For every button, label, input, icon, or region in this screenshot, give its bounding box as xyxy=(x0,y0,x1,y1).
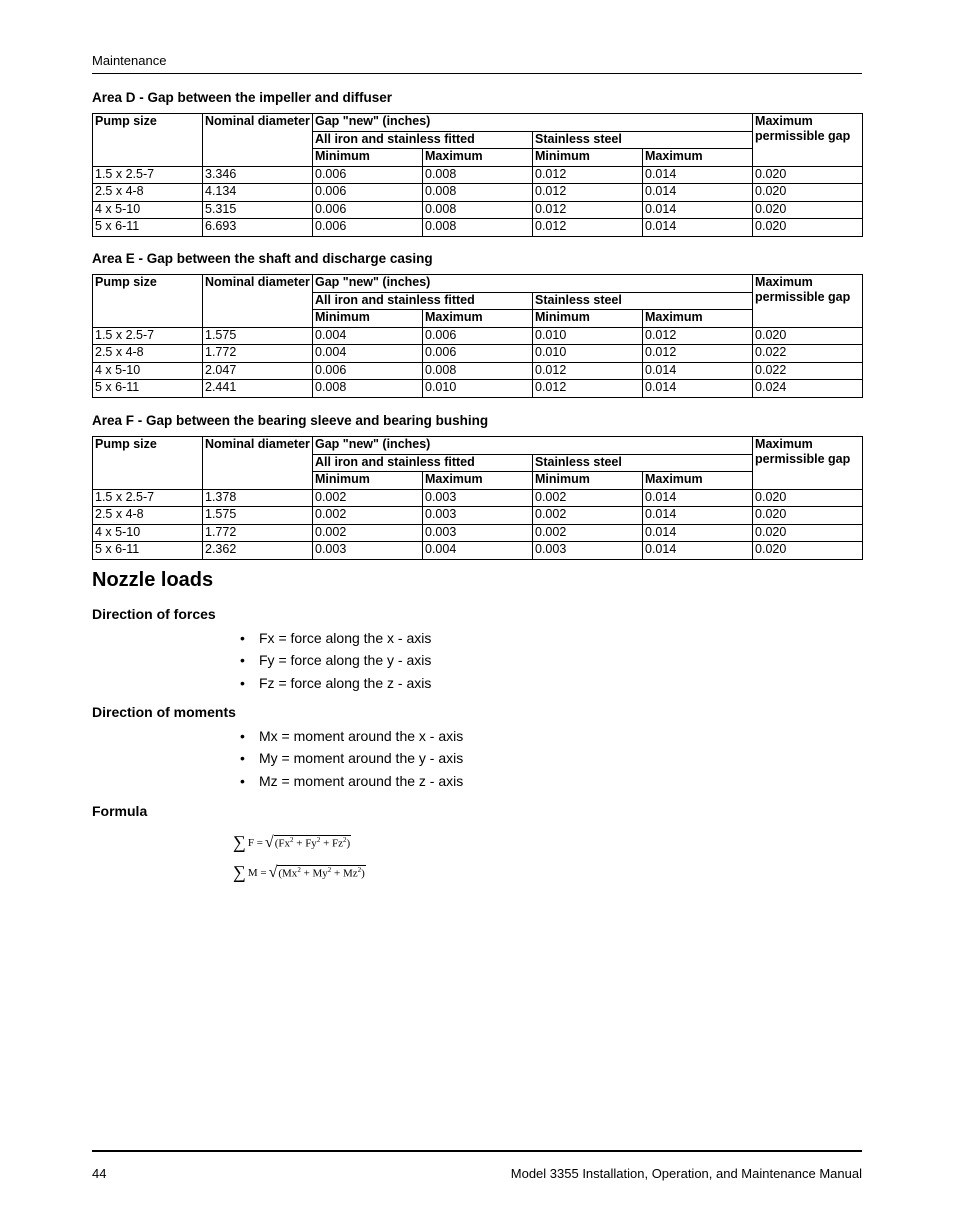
table-cell: 0.006 xyxy=(313,184,423,202)
table-cell: 4 x 5-10 xyxy=(93,201,203,219)
table-cell: 4 x 5-10 xyxy=(93,524,203,542)
table-row xyxy=(93,524,863,542)
moments-heading: Direction of moments xyxy=(92,704,236,720)
table-row xyxy=(93,542,863,560)
table-cell: 0.012 xyxy=(533,166,643,184)
table-cell: 0.014 xyxy=(643,184,753,202)
gap-table xyxy=(92,436,863,560)
table-cell: 0.008 xyxy=(313,380,423,398)
table-row xyxy=(93,184,863,202)
col-header-maximum: Maximum xyxy=(643,149,753,167)
table-cell: 0.012 xyxy=(533,362,643,380)
table-cell: 0.006 xyxy=(423,345,533,363)
table-cell: 0.012 xyxy=(533,184,643,202)
col-header-minimum: Minimum xyxy=(533,310,643,328)
col-header-stainless: Stainless steel xyxy=(533,454,753,472)
col-header-iron: All iron and stainless fitted xyxy=(313,292,533,310)
list-item: • My = moment around the y - axis xyxy=(240,750,464,767)
formula-radicand: $(Fx^2 + Fy^2 + Fz^2)$ xyxy=(274,836,351,850)
table-cell: 0.004 xyxy=(313,345,423,363)
table-cell: 0.014 xyxy=(643,201,753,219)
table-cell: 0.006 xyxy=(313,219,423,237)
col-header-maximum: Maximum xyxy=(423,472,533,490)
table-cell: 0.006 xyxy=(313,201,423,219)
manual-title: Model 3355 Installation, Operation, and Maintenance Manual xyxy=(510,1166,862,1181)
table-cell: 1.5 x 2.5-7 xyxy=(93,489,203,507)
page-header xyxy=(92,53,862,74)
table-cell: 0.006 xyxy=(423,327,533,345)
table-cell: 0.008 xyxy=(423,166,533,184)
col-header-nominal-diameter: Nominal diameter xyxy=(203,275,313,328)
table-cell: 3.346 xyxy=(203,166,313,184)
list-item: • Mx = moment around the x - axis xyxy=(240,728,464,744)
col-header-pump-size: Pump size xyxy=(93,275,203,328)
table-row xyxy=(93,380,863,398)
table-cell: 1.772 xyxy=(203,524,313,542)
table-title: Area E - Gap between the shaft and discharge casing xyxy=(92,251,433,266)
table-cell: 5 x 6-11 xyxy=(93,219,203,237)
table-cell: 0.003 xyxy=(423,507,533,525)
gap-table xyxy=(92,274,863,398)
col-header-nominal-diameter: Nominal diameter xyxy=(203,437,313,490)
table-cell: 1.378 xyxy=(203,489,313,507)
table-cell: 0.014 xyxy=(643,362,753,380)
table-cell: 0.008 xyxy=(423,184,533,202)
col-header-gap-new: Gap "new" (inches) xyxy=(313,114,753,132)
list-item: • Mz = moment around the z - axis xyxy=(240,772,464,789)
col-header-max-gap: Maximum permissible gap xyxy=(753,275,863,328)
table-cell: 0.024 xyxy=(753,380,863,398)
table-cell: 0.008 xyxy=(423,219,533,237)
table-row xyxy=(93,327,863,345)
col-header-minimum: Minimum xyxy=(533,149,643,167)
table-cell: 5.315 xyxy=(203,201,313,219)
forces-heading: Direction of forces xyxy=(92,606,216,622)
col-header-gap-new: Gap "new" (inches) xyxy=(313,275,753,293)
table-cell: 0.012 xyxy=(643,345,753,363)
table-cell: 0.003 xyxy=(423,524,533,542)
table-cell: 1.5 x 2.5-7 xyxy=(93,327,203,345)
list-item: • Fy = force along the y - axis xyxy=(240,652,432,669)
col-header-stainless: Stainless steel xyxy=(533,131,753,149)
table-cell: 0.012 xyxy=(643,327,753,345)
table-cell: 0.012 xyxy=(533,219,643,237)
col-header-maximum: Maximum xyxy=(423,149,533,167)
table-cell: 0.002 xyxy=(313,507,423,525)
formula-lhs: F = xyxy=(247,836,263,849)
formula-lhs: M = xyxy=(247,866,267,879)
area-e-section xyxy=(92,250,862,398)
table-cell: 1.575 xyxy=(203,327,313,345)
gap-table xyxy=(92,113,863,237)
table-cell: 0.008 xyxy=(423,201,533,219)
table-cell: 2.5 x 4-8 xyxy=(93,507,203,525)
table-cell: 0.004 xyxy=(423,542,533,560)
table-cell: 0.020 xyxy=(753,542,863,560)
col-header-max-gap: Maximum permissible gap xyxy=(753,114,863,167)
table-cell: 0.020 xyxy=(753,489,863,507)
formula-radicand: $(Mx^2 + My^2 + Mz^2)$ xyxy=(278,866,365,880)
table-cell: 0.020 xyxy=(753,507,863,525)
list-item: • Fx = force along the x - axis xyxy=(240,630,432,646)
formula-heading: Formula xyxy=(92,803,148,819)
table-cell: 0.020 xyxy=(753,184,863,202)
table-cell: 0.010 xyxy=(533,345,643,363)
table-cell: 0.003 xyxy=(313,542,423,560)
table-cell: 0.020 xyxy=(753,524,863,542)
table-title: Area D - Gap between the impeller and diffuser xyxy=(92,90,393,105)
table-cell: 0.008 xyxy=(423,362,533,380)
table-cell: 1.575 xyxy=(203,507,313,525)
table-cell: 0.002 xyxy=(533,489,643,507)
table-cell: 0.014 xyxy=(643,166,753,184)
table-cell: 2.5 x 4-8 xyxy=(93,345,203,363)
table-cell: 6.693 xyxy=(203,219,313,237)
sigma-symbol: ∑ xyxy=(233,862,246,882)
col-header-maximum: Maximum xyxy=(423,310,533,328)
page-number: 44 xyxy=(92,1166,107,1181)
col-header-minimum: Minimum xyxy=(313,149,423,167)
table-cell: 0.002 xyxy=(313,489,423,507)
square-root-symbol: √ xyxy=(264,833,274,851)
table-cell: 0.002 xyxy=(533,507,643,525)
table-cell: 0.012 xyxy=(533,201,643,219)
table-cell: 0.022 xyxy=(753,362,863,380)
col-header-nominal-diameter: Nominal diameter xyxy=(203,114,313,167)
table-cell: 4 x 5-10 xyxy=(93,362,203,380)
col-header-pump-size: Pump size xyxy=(93,437,203,490)
col-header-minimum: Minimum xyxy=(313,310,423,328)
header-row xyxy=(93,114,863,132)
col-header-iron: All iron and stainless fitted xyxy=(313,454,533,472)
header-row xyxy=(93,275,863,293)
table-row xyxy=(93,166,863,184)
forces-list xyxy=(240,627,431,694)
table-cell: 0.006 xyxy=(313,362,423,380)
col-header-minimum: Minimum xyxy=(313,472,423,490)
sigma-symbol: ∑ xyxy=(233,832,246,852)
table-cell: 5 x 6-11 xyxy=(93,542,203,560)
moments-list xyxy=(240,725,463,792)
col-header-stainless: Stainless steel xyxy=(533,292,753,310)
table-cell: 0.003 xyxy=(533,542,643,560)
square-root-symbol: √ xyxy=(268,863,278,881)
table-row xyxy=(93,201,863,219)
table-cell: 0.010 xyxy=(533,327,643,345)
table-row xyxy=(93,489,863,507)
col-header-minimum: Minimum xyxy=(533,472,643,490)
force-sum-formula xyxy=(233,832,351,853)
area-d-section xyxy=(92,89,862,237)
area-f-section xyxy=(92,412,862,560)
table-cell: 0.020 xyxy=(753,327,863,345)
table-cell: 0.014 xyxy=(643,489,753,507)
table-cell: 2.047 xyxy=(203,362,313,380)
table-cell: 0.004 xyxy=(313,327,423,345)
table-cell: 2.5 x 4-8 xyxy=(93,184,203,202)
col-header-maximum: Maximum xyxy=(643,472,753,490)
table-cell: 1.772 xyxy=(203,345,313,363)
table-row xyxy=(93,507,863,525)
table-title: Area F - Gap between the bearing sleeve and bearing bushing xyxy=(92,413,489,428)
table-cell: 0.012 xyxy=(533,380,643,398)
table-cell: 0.014 xyxy=(643,507,753,525)
nozzle-loads-heading: Nozzle loads xyxy=(92,569,214,591)
table-cell: 0.020 xyxy=(753,166,863,184)
table-row xyxy=(93,219,863,237)
page-footer xyxy=(92,1150,862,1181)
col-header-max-gap: Maximum permissible gap xyxy=(753,437,863,490)
header-row xyxy=(93,437,863,455)
table-cell: 0.014 xyxy=(643,524,753,542)
table-cell: 0.006 xyxy=(313,166,423,184)
col-header-pump-size: Pump size xyxy=(93,114,203,167)
table-cell: 0.003 xyxy=(423,489,533,507)
col-header-maximum: Maximum xyxy=(643,310,753,328)
table-cell: 1.5 x 2.5-7 xyxy=(93,166,203,184)
table-cell: 0.022 xyxy=(753,345,863,363)
table-cell: 0.020 xyxy=(753,201,863,219)
table-cell: 0.014 xyxy=(643,380,753,398)
table-cell: 0.002 xyxy=(533,524,643,542)
table-cell: 4.134 xyxy=(203,184,313,202)
list-item: • Fz = force along the z - axis xyxy=(240,674,432,691)
col-header-iron: All iron and stainless fitted xyxy=(313,131,533,149)
table-cell: 0.002 xyxy=(313,524,423,542)
moment-sum-formula xyxy=(233,862,366,883)
header-section-label: Maintenance xyxy=(92,53,167,68)
table-row xyxy=(93,362,863,380)
table-cell: 2.441 xyxy=(203,380,313,398)
table-cell: 0.014 xyxy=(643,219,753,237)
table-cell: 2.362 xyxy=(203,542,313,560)
table-cell: 0.010 xyxy=(423,380,533,398)
table-cell: 5 x 6-11 xyxy=(93,380,203,398)
table-cell: 0.014 xyxy=(643,542,753,560)
col-header-gap-new: Gap "new" (inches) xyxy=(313,437,753,455)
table-cell: 0.020 xyxy=(753,219,863,237)
table-row xyxy=(93,345,863,363)
